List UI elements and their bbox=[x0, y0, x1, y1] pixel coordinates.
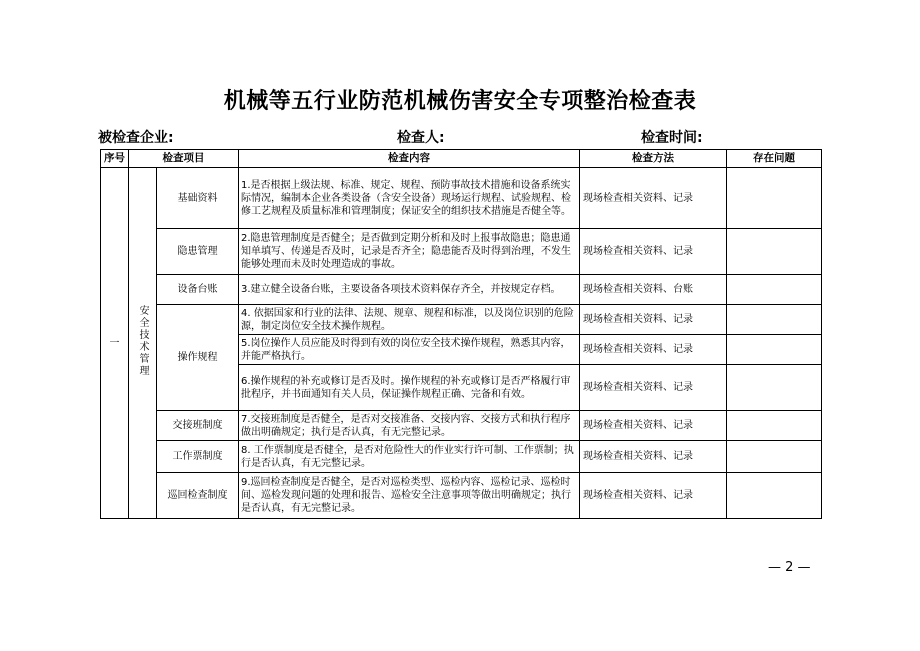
item-content: 3.建立健全设备台账，主要设备各项技术资料保存齐全，并按规定存档。 bbox=[239, 275, 580, 305]
item-name: 设备台账 bbox=[157, 275, 239, 305]
section-name: 安全技术管理 bbox=[137, 305, 148, 377]
table-row bbox=[101, 168, 822, 229]
item-issue[interactable] bbox=[727, 168, 822, 229]
item-issue[interactable] bbox=[727, 411, 822, 441]
item-method: 现场检查相关资料、记录 bbox=[580, 365, 727, 411]
item-method: 现场检查相关资料、记录 bbox=[580, 473, 727, 519]
item-content: 5.岗位操作人员应能及时得到有效的岗位安全技术操作规程，熟悉其内容，并能严格执行。 bbox=[239, 335, 580, 365]
table-header-row bbox=[101, 150, 822, 168]
header-item: 检查项目 bbox=[129, 150, 239, 168]
item-name: 隐患管理 bbox=[157, 229, 239, 275]
item-content: 9.巡回检查制度是否健全，是否对巡检类型、巡检内容、巡检记录、巡检时间、巡检发现问题的处理和报告、巡检安全注意事项等做出明确规定；执行是否认真，有无完整记录。 bbox=[239, 473, 580, 519]
section-name-cell bbox=[129, 168, 157, 519]
item-content: 4. 依据国家和行业的法律、法规、规章、规程和标准，以及岗位识别的危险源，制定岗位安全技术操作规程。 bbox=[239, 305, 580, 335]
item-issue[interactable] bbox=[727, 335, 822, 365]
header-content: 检查内容 bbox=[239, 150, 580, 168]
item-issue[interactable] bbox=[727, 441, 822, 473]
checklist-table bbox=[100, 149, 822, 519]
inspected-company-label: 被检查企业: bbox=[98, 130, 174, 146]
item-content: 8. 工作票制度是否健全，是否对危险性大的作业实行许可制、工作票制；执行是否认真，有无完整记录。 bbox=[239, 441, 580, 473]
item-method: 现场检查相关资料、记录 bbox=[580, 229, 727, 275]
item-name: 工作票制度 bbox=[157, 441, 239, 473]
document-title: 机械等五行业防范机械伤害安全专项整治检查表 bbox=[223, 89, 697, 114]
item-method: 现场检查相关资料、记录 bbox=[580, 335, 727, 365]
table-row bbox=[101, 411, 822, 441]
header-issue: 存在问题 bbox=[727, 150, 822, 168]
table-row bbox=[101, 229, 822, 275]
item-content: 7.交接班制度是否健全，是否对交接准备、交接内容、交接方式和执行程序做出明确规定；执行是否认真，有无完整记录。 bbox=[239, 411, 580, 441]
table-row bbox=[101, 305, 822, 335]
item-issue[interactable] bbox=[727, 473, 822, 519]
item-content: 6.操作规程的补充或修订是否及时。操作规程的补充或修订是否严格履行审批程序，并书面通知有关人员，保证操作规程正确、完备和有效。 bbox=[239, 365, 580, 411]
table-row bbox=[101, 473, 822, 519]
table-row bbox=[101, 275, 822, 305]
item-method: 现场检查相关资料、记录 bbox=[580, 411, 727, 441]
item-issue[interactable] bbox=[727, 365, 822, 411]
item-name: 基础资料 bbox=[157, 168, 239, 229]
item-name: 巡回检查制度 bbox=[157, 473, 239, 519]
item-content: 1.是否根据上级法规、标准、规定、规程、预防事故技术措施和设备系统实际情况，编制本企业各类设备（含安全设备）现场运行规程、试验规程、检修工艺规程及质量标准和管理制度；保证安全的组织技术措施是否健全等。 bbox=[239, 168, 580, 229]
section-number: 一 bbox=[101, 168, 129, 519]
item-issue[interactable] bbox=[727, 305, 822, 335]
header-no: 序号 bbox=[101, 150, 129, 168]
table-row bbox=[101, 441, 822, 473]
item-method: 现场检查相关资料、记录 bbox=[580, 441, 727, 473]
item-name: 操作规程 bbox=[157, 305, 239, 411]
header-method: 检查方法 bbox=[580, 150, 727, 168]
item-method: 现场检查相关资料、记录 bbox=[580, 305, 727, 335]
inspection-time-label: 检查时间: bbox=[641, 130, 703, 146]
inspector-label: 检查人: bbox=[397, 130, 445, 146]
item-issue[interactable] bbox=[727, 229, 822, 275]
item-content: 2.隐患管理制度是否健全；是否做到定期分析和及时上报事故隐患；隐患通知单填写、传递是否及时，记录是否齐全；隐患能否及时得到治理，不发生能够处理而未及时处理造成的事故。 bbox=[239, 229, 580, 275]
item-issue[interactable] bbox=[727, 275, 822, 305]
page-number: — 2 — bbox=[768, 560, 811, 575]
item-name: 交接班制度 bbox=[157, 411, 239, 441]
item-method: 现场检查相关资料、记录 bbox=[580, 168, 727, 229]
item-method: 现场检查相关资料、台账 bbox=[580, 275, 727, 305]
